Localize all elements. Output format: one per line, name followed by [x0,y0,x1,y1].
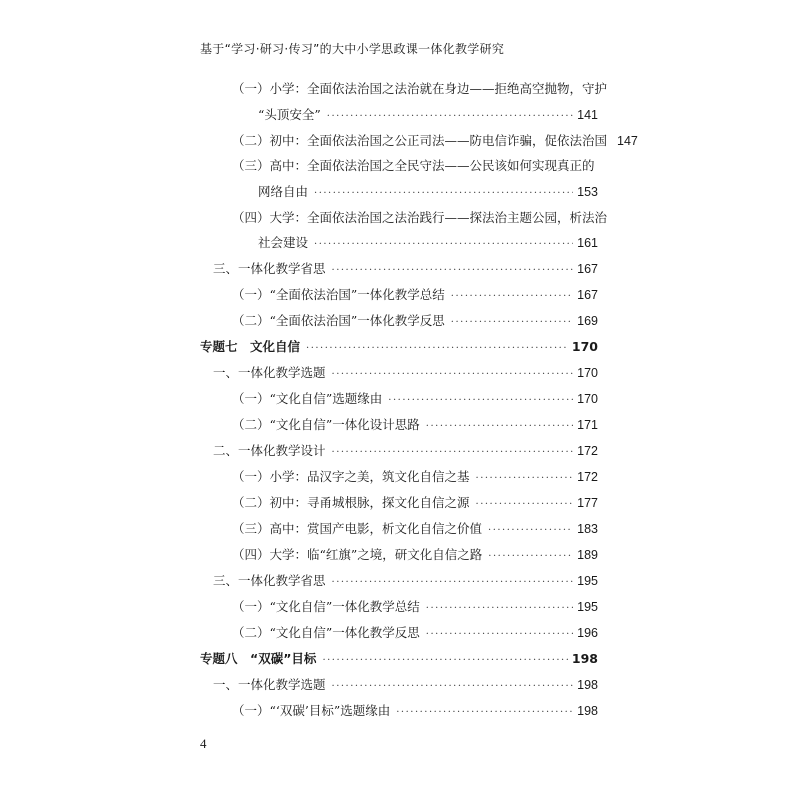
toc-entry-title: （二）“文化自信”一体化教学反思 [232,625,420,640]
dot-leader [476,470,574,488]
toc-chapter-title: 专题八 “双碳”目标 [200,651,317,666]
toc-entry-title: 三、一体化教学省思 [213,261,326,276]
toc-entry-title: （一）小学：全面依法治国之法治就在身边——拒绝高空抛物，守护 [232,81,608,96]
toc-entry-title: （二）“文化自信”一体化设计思路 [232,417,420,432]
toc-entry-page: 198 [577,678,598,692]
toc-entry [213,442,598,462]
toc-entry-title: （一）“‘双碳’目标”选题缘由 [232,703,391,718]
toc-entry [232,209,607,227]
toc-entry [232,468,598,488]
dot-leader [322,652,567,670]
dot-leader [426,418,573,436]
toc-entry-page: 177 [577,496,598,510]
toc-entry-title: 二、一体化教学设计 [213,443,326,458]
toc-entry [232,624,598,644]
toc-chapter [200,338,598,358]
toc-entry [232,598,598,618]
dot-leader [388,392,573,410]
toc-entry-title: （二）“全面依法治国”一体化教学反思 [232,313,445,328]
dot-leader [476,496,574,514]
toc-entry [213,260,598,280]
dot-leader [426,600,573,618]
toc-entry [258,106,598,126]
toc-entry [232,132,638,152]
toc-entry-title: （二）初中：全面依法治国之公正司法——防电信诈骗，促依法治国 [232,133,608,148]
dot-leader [396,704,573,722]
toc-entry-page: 195 [577,574,598,588]
toc-entry-title: （一）“全面依法治国”一体化教学总结 [232,287,445,302]
toc-entry-title: （一）“文化自信”选题缘由 [232,391,383,406]
dot-leader [332,574,574,592]
toc-entry-page: 172 [577,470,598,484]
toc-entry-page: 141 [577,108,598,122]
toc-entry-title: 一、一体化教学选题 [213,365,326,380]
dot-leader [332,262,574,280]
dot-leader [332,366,574,384]
toc-entry-page: 198 [577,704,598,718]
toc-entry [232,157,595,175]
toc-entry-page: 171 [577,418,598,432]
toc-entry-page: 167 [577,288,598,302]
toc-entry [232,546,598,566]
toc-entry-title: 网络自由 [258,184,309,199]
toc-entry-page: 170 [571,339,598,354]
dot-leader [314,185,573,203]
toc-entry-page: 167 [577,262,598,276]
toc-entry-title: 一、一体化教学选题 [213,677,326,692]
toc-entry-page: 153 [577,185,598,199]
toc-entry-page: 172 [577,444,598,458]
dot-leader [488,548,573,566]
toc-entry-title: （二）初中：寻甬城根脉，探文化自信之源 [232,495,470,510]
toc-entry [232,390,598,410]
toc-entry [258,234,598,254]
toc-entry [213,364,598,384]
toc-entry-page: 189 [577,548,598,562]
toc-entry [232,702,598,722]
toc-entry-title: （四）大学：全面依法治国之法治践行——探法治主题公园，析法治 [232,210,608,225]
toc-entry-page: 169 [577,314,598,328]
toc-entry [232,494,598,514]
toc-entry-page: 147 [617,134,638,148]
toc-entry [232,312,598,332]
dot-leader [451,288,573,306]
toc-entry-page: 170 [577,392,598,406]
dot-leader [306,340,568,358]
dot-leader [426,626,573,644]
toc-entry-page: 195 [577,600,598,614]
toc-entry-title: （三）高中：赏国产电影，析文化自信之价值 [232,521,483,536]
toc-chapter [200,650,598,670]
toc-entry [232,416,598,436]
dot-leader [488,522,573,540]
toc-entry-title: 社会建设 [258,235,309,250]
toc-entry-page: 161 [577,236,598,250]
toc-entry [232,520,598,540]
toc-entry-page: 198 [571,651,598,666]
toc-entry-page: 196 [577,626,598,640]
toc-entry-title: “头顶安全” [258,107,321,122]
toc-chapter-title: 专题七 文化自信 [200,339,301,354]
toc-entry-title: （三）高中：全面依法治国之全民守法——公民该如何实现真正的 [232,158,595,173]
toc-entry [213,676,598,696]
toc-entry-title: （一）“文化自信”一体化教学总结 [232,599,420,614]
toc-entry-title: （一）小学：品汉字之美，筑文化自信之基 [232,469,470,484]
page-number: 4 [200,736,207,751]
dot-leader [332,678,574,696]
running-header: 基于“学习·研习·传习”的大中小学思政课一体化教学研究 [200,42,505,56]
dot-leader [332,444,574,462]
dot-leader [327,108,573,126]
toc-entry [213,572,598,592]
toc-entry [232,286,598,306]
toc-entry-page: 170 [577,366,598,380]
toc-entry-title: （四）大学：临“红旗”之境，研文化自信之路 [232,547,483,562]
toc-entry [232,80,607,98]
toc-entry-page: 183 [577,522,598,536]
toc-entry [258,183,598,203]
dot-leader [451,314,573,332]
toc-entry-title: 三、一体化教学省思 [213,573,326,588]
dot-leader [314,236,573,254]
